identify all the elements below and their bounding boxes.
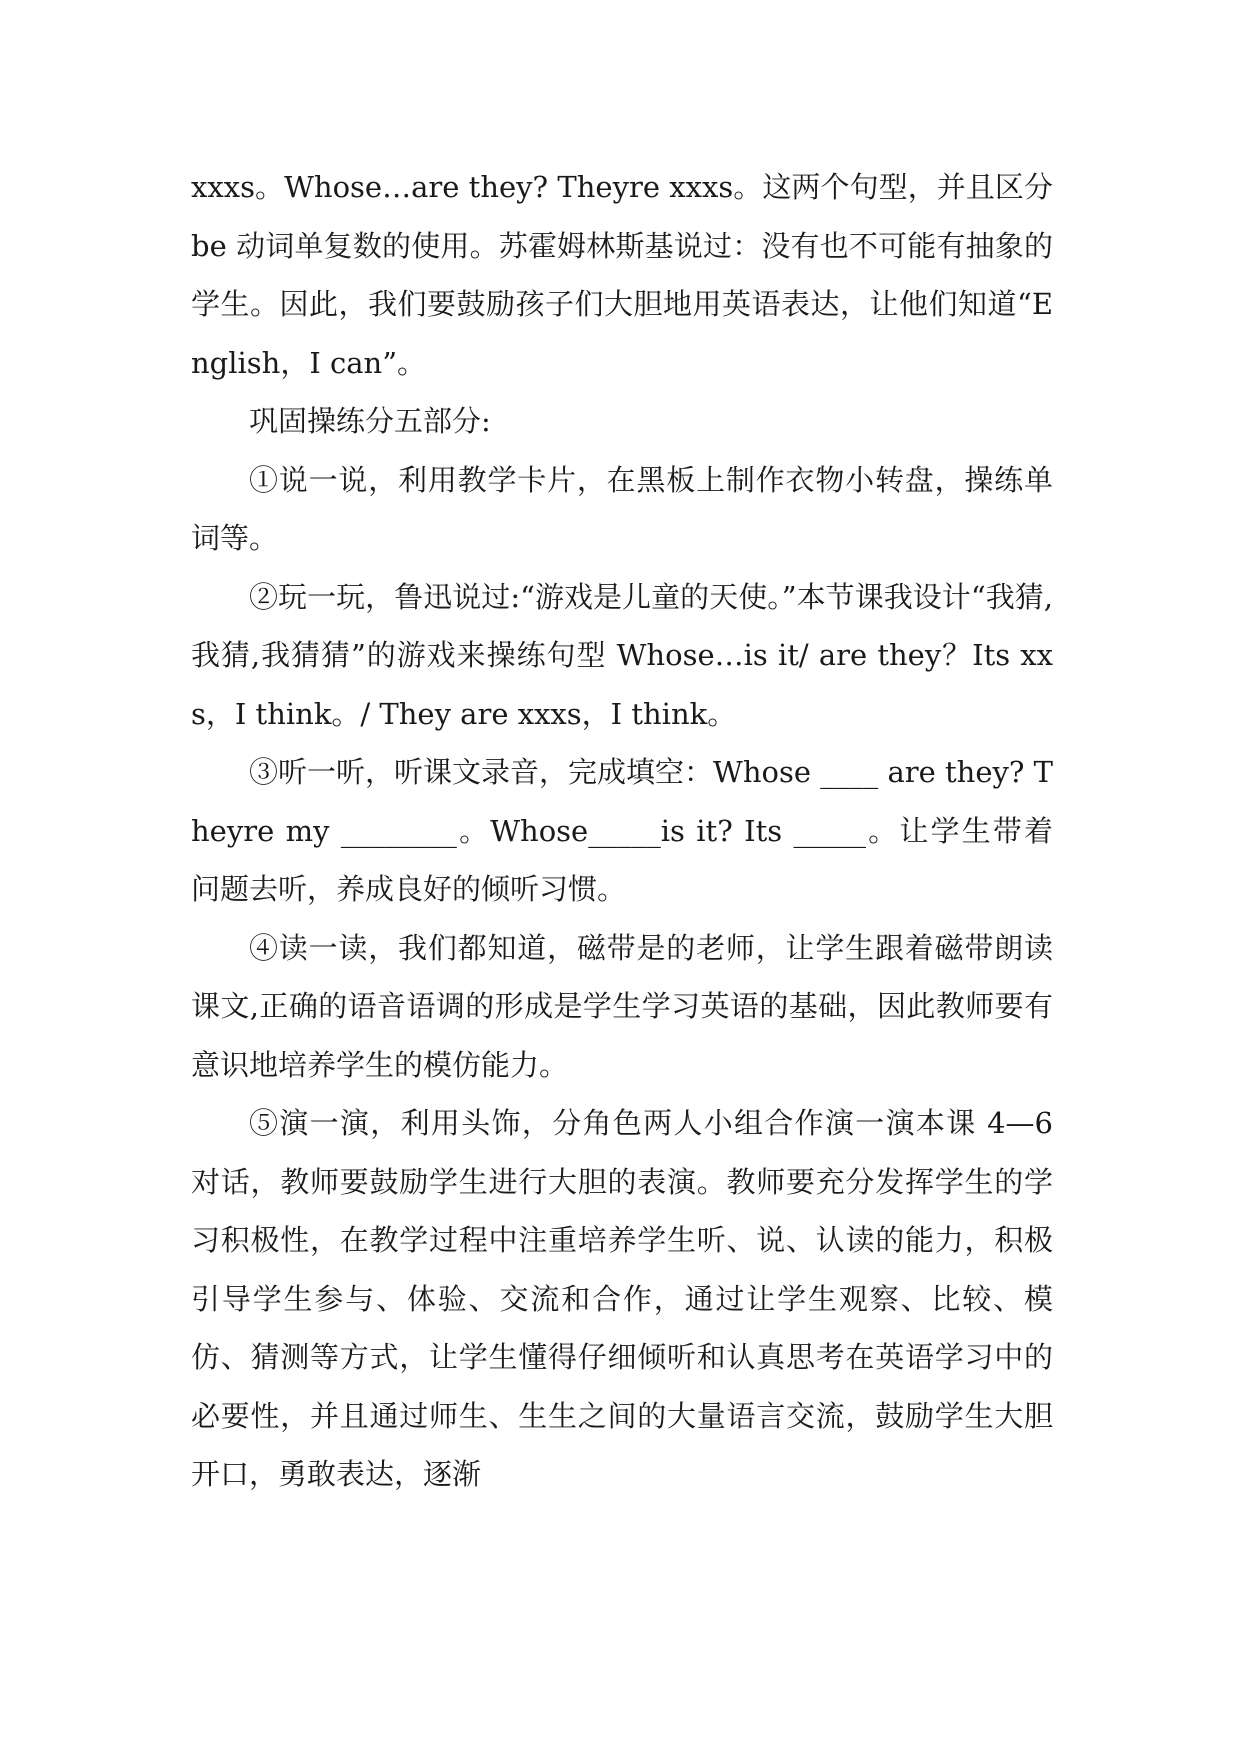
paragraph-step-play: ②玩一玩，鲁迅说过:“游戏是儿童的天使。”本节课我设计“我猜,我猜,我猜猜”的游戏来操练句型 Whose…is it/ are they？Its xxs，I think。/ They are xxxs，I think。 [191,579,1053,731]
paragraph-practice-intro: 巩固操练分五部分: [249,404,491,438]
paragraph-step-act: ⑤演一演，利用头饰，分角色两人小组合作演一演本课 4—6 对话，教师要鼓励学生进行大胆的表演。教师要充分发挥学生的学习积极性，在教学过程中注重培养学生听、说、认读的能力，积极引导学生参与、体验、交流和合作，通过让学生观察、比较、模仿、猜测等方式，让学生懂得仔细倾听和认真思考在英语学习中的必要性，并且通过师生、生生之间的大量语言交流，鼓励学生大胆开口，勇敢表达，逐渐 [191,1106,1053,1491]
paragraph-sentence-patterns: xxxs。Whose…are they? Theyre xxxs。这两个句型，并且区分 be 动词单复数的使用。苏霍姆林斯基说过：没有也不可能有抽象的学生。因此，我们要鼓励孩子们大胆地用英语表达，让他们知道“English，I can”。 [191,170,1053,380]
document-body [191,158,1053,1504]
paragraph-step-speak: ①说一说，利用教学卡片，在黑板上制作衣物小转盘，操练单词等。 [191,462,1053,555]
paragraph-step-read: ④读一读，我们都知道，磁带是的老师，让学生跟着磁带朗读课文,正确的语音语调的形成是学生学习英语的基础，因此教师要有意识地培养学生的模仿能力。 [191,930,1053,1082]
paragraph-step-listen: ③听一听，听课文录音，完成填空：Whose ____ are they? Theyre my ________。Whose_____is it? Its _____。让学生带着问题去听，养成良好的倾听习惯。 [191,755,1053,906]
